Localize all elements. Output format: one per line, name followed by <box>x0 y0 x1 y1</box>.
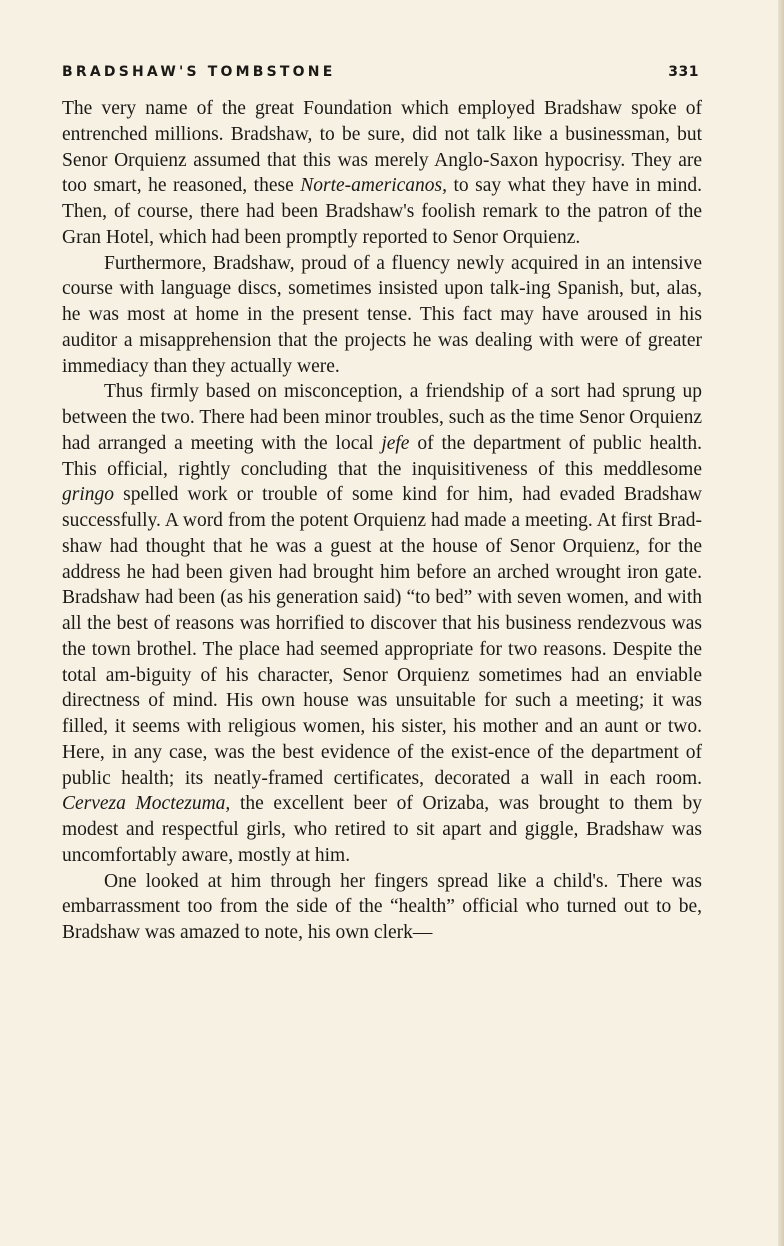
paragraph-3 <box>62 379 702 868</box>
text-run: of the department of public health. This official, rightly concluding that the inquisitiveness of this meddlesome <box>62 432 702 480</box>
text-run: One looked at him through her fingers spread like a child's. There was embarrassment too from the side of the “health” official who turned out to be, Bradshaw was amazed to note, his own clerk— <box>62 870 702 943</box>
text-run: to say what they have in mind. Then, of course, there had been Bradshaw's foolish remark to the patron of the Gran Hotel, which had been promptly reported to Senor Orquienz. <box>62 175 703 248</box>
paragraph-2 <box>62 251 702 380</box>
running-head-title: BRADSHAW'S TOMBSTONE <box>62 64 336 80</box>
italic-term-cerveza-moctezuma: Cerveza Moctezuma, <box>62 793 231 815</box>
paragraph-1 <box>62 96 702 251</box>
italic-term-jefe: jefe <box>381 432 410 454</box>
paragraph-4 <box>62 869 702 946</box>
text-run: the excellent beer of Orizaba, was brought to them by modest and respectful girls, who retired to sit apart and giggle, Bradshaw was uncomfortably aware, mostly at him. <box>62 793 702 866</box>
text-run: Thus firmly based on misconception, a friendship of a sort had sprung up between the two. There had been minor troubles, such as the time Senor Orquienz had arranged a meeting with the local <box>62 381 702 454</box>
page-number: 331 <box>668 64 699 80</box>
text-run: Furthermore, Bradshaw, proud of a fluency newly acquired in an intensive course with language discs, sometimes insisted upon talk-ing Spanish, but, alas, he was most at home in the present tense. This fact may have aroused in his auditor a misapprehension that the projects he was dealing with were of greater immediacy than they actually were. <box>62 252 702 377</box>
page-edge <box>778 0 784 1246</box>
text-run: spelled work or trouble of some kind for him, had evaded Bradshaw successfully. A word from the potent Orquienz had made a meeting. At first Brad-shaw had thought that he was a guest at the house of Senor Orquienz, for the address he had been given had brought him before an arched wrought iron gate. Bradshaw had been (as his generation said) “to bed” with seven women, and with all the best of reasons was horrified to discover that his business rendezvous was the town brothel. The place had seemed appropriate for two reasons. Despite the total am-biguity of his character, Senor Orquienz sometimes had an enviable directness of mind. His own house was unsuitable for such a meeting; it was filled, it seems with religious women, his sister, his mother and an aunt or two. Here, in any case, was the best evidence of the exist-ence of the department of public health; its neatly-framed certificates, decorated a wall in each room. <box>62 484 702 789</box>
text-run: The very name of the great Foundation which employed Bradshaw spoke of entrenched millions. Bradshaw, to be sure, did not talk like a businessman, but Senor Orquienz assumed that this was merely Anglo-Saxon hypocrisy. They are too smart, he reasoned, these <box>62 98 702 197</box>
italic-term-norte-americanos: Norte-americanos, <box>300 175 447 197</box>
italic-term-gringo: gringo <box>62 484 115 506</box>
running-head <box>62 62 699 86</box>
body-text <box>62 96 702 946</box>
